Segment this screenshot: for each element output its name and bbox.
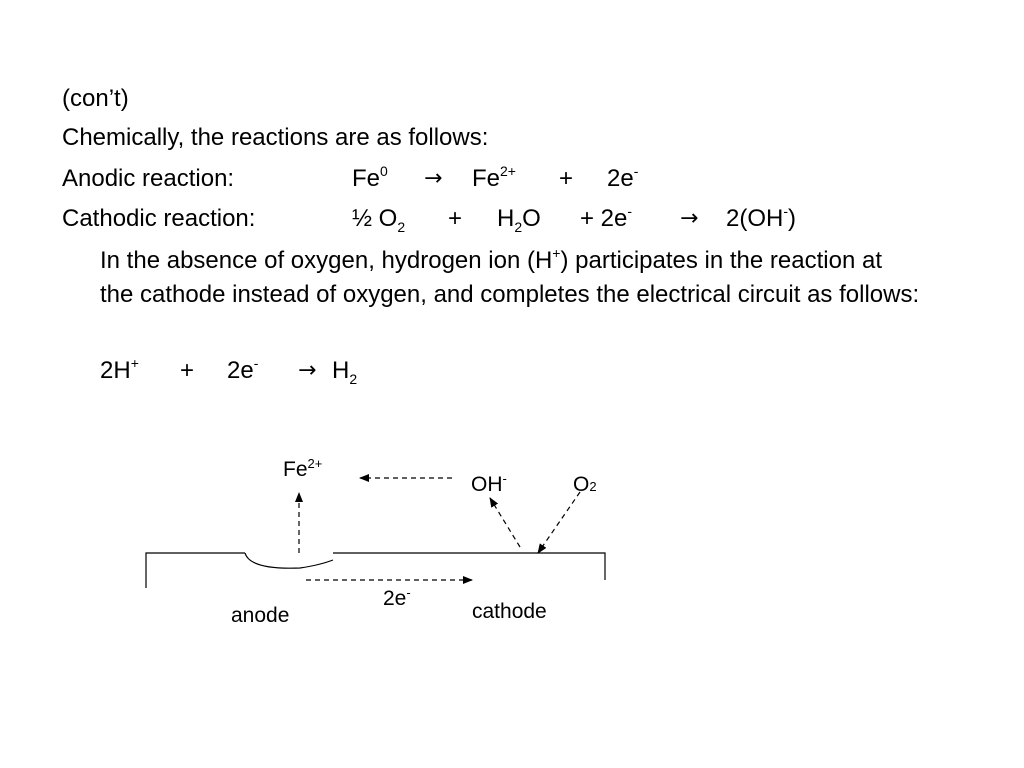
absence-text-a: In the absence of oxygen, hydrogen ion (H (100, 247, 553, 274)
electron-label: 2e- (383, 585, 411, 610)
anodic-label: Anodic reaction: (62, 165, 235, 192)
hydrogen-reactant: 2H+ (100, 355, 139, 384)
absence-text-b: ) participates in the reaction at the cathode instead of oxygen, and completes the electrical circuit as follows: (100, 247, 920, 308)
intro-text: Chemically, the reactions are as follows: (62, 124, 489, 151)
hydroxide-label: OH- (471, 471, 507, 496)
metal-surface-right (333, 553, 605, 580)
hydrogen-arrow: → (298, 358, 317, 383)
anodic-arrow: → (424, 166, 443, 191)
anodic-product: $Fe^{2+}$ (472, 163, 516, 192)
cathodic-arrow: → (680, 206, 699, 231)
cathode-label: cathode (472, 600, 547, 623)
anodic-plus: + (559, 165, 574, 192)
absence-sup: + (552, 245, 561, 261)
cathodic-oxygen: ½ $O_2$ (352, 205, 406, 235)
oxygen-label: O2 (573, 473, 597, 496)
metal-surface-left (146, 553, 245, 588)
anodic-reactant: Fe$^0$ (352, 163, 388, 192)
hydrogen-electrons: 2e- (227, 355, 259, 384)
hydrogen-product: $H_2$ (332, 357, 358, 387)
cathodic-water: $H_2O$ (497, 205, 541, 235)
oxygen-arrow (538, 492, 580, 553)
hydroxide-production-arrow (490, 498, 520, 547)
continuation-text: (con’t) (62, 85, 129, 112)
anode-pit-curve (245, 553, 333, 568)
cathodic-plus-1: + (448, 205, 463, 232)
cathodic-label: Cathodic reaction: (62, 205, 256, 232)
cathodic-product: 2(OH-) (726, 203, 797, 232)
anodic-electrons: 2e- (607, 163, 639, 192)
cathodic-electrons: + 2e- (580, 203, 633, 232)
fe-ion-label: $Fe^{2+}$ (283, 456, 323, 481)
hydrogen-plus: + (180, 357, 195, 384)
anode-label: anode (231, 604, 290, 627)
